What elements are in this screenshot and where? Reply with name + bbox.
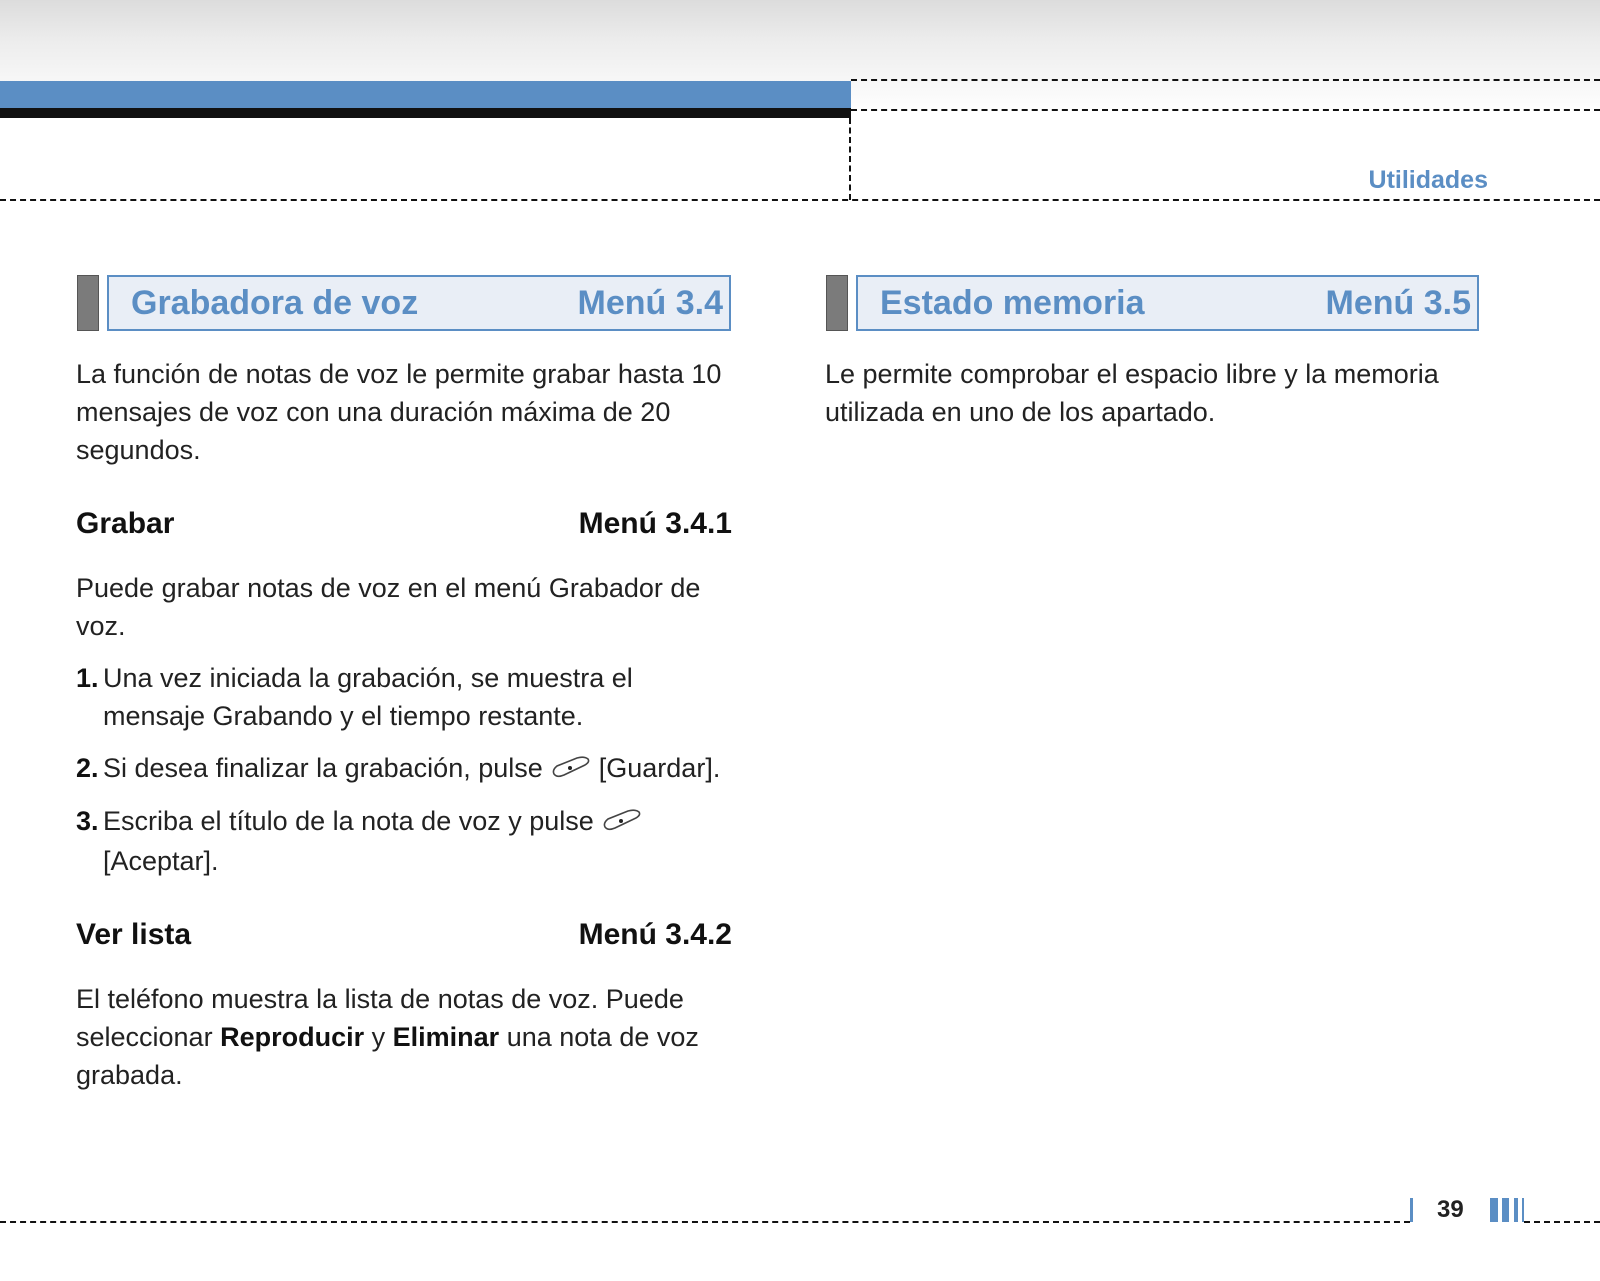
ver-line-2-post: una nota de voz — [506, 1022, 699, 1052]
title-frame — [856, 275, 1479, 331]
step-number: 2. — [76, 753, 99, 783]
title-stub — [826, 275, 848, 331]
page-number: 39 — [1437, 1196, 1464, 1223]
ver-line-2-y: y — [371, 1022, 386, 1052]
step-number: 3. — [76, 806, 99, 836]
step-3 — [76, 802, 756, 878]
footer-bar-3 — [1514, 1198, 1518, 1222]
intro-line-2: mensajes de voz con una duración máxima de 20 — [76, 397, 671, 427]
footer-bar-1 — [1490, 1198, 1498, 1222]
step-text — [103, 802, 650, 880]
step-1-line-2: mensaje Grabando y el tiempo restante. — [103, 701, 584, 731]
header-dash-divider — [0, 199, 1600, 201]
footer-dash-line-right — [1524, 1221, 1600, 1223]
step-text — [103, 749, 720, 789]
header-dash-vertical — [849, 118, 851, 200]
estado-line-1: Le permite comprobar el espacio libre y la memoria — [825, 359, 1439, 389]
left-softkey-icon — [602, 804, 642, 842]
grabar-heading: Grabar — [76, 507, 175, 540]
grabadora-title: Grabadora de voz — [131, 283, 419, 322]
grabadora-intro — [76, 355, 736, 469]
header-dash-line-1 — [851, 79, 1600, 81]
estado-menu: Menú 3.5 — [1325, 283, 1471, 322]
estado-title-box — [826, 275, 1479, 331]
reproducir-label: Reproducir — [220, 1022, 365, 1052]
estado-title: Estado memoria — [880, 283, 1145, 322]
step-2-after: [Guardar]. — [598, 753, 721, 783]
intro-line-3: segundos. — [76, 435, 201, 465]
estado-line-2: utilizada en uno de los apartado. — [825, 397, 1216, 427]
step-text — [103, 659, 633, 735]
ver-heading: Ver lista — [76, 918, 192, 951]
ver-paragraph — [76, 980, 756, 1094]
grabar-menu: Menú 3.4.1 — [578, 507, 732, 540]
step-1 — [76, 659, 736, 735]
step-3-line-2: [Aceptar]. — [103, 845, 219, 876]
grabar-line-2: voz. — [76, 611, 126, 641]
grabar-paragraph — [76, 569, 736, 645]
ver-line-1: El teléfono muestra la lista de notas de voz. Puede — [76, 984, 684, 1014]
header-black-bar — [0, 108, 851, 118]
ver-heading-row — [76, 918, 732, 952]
step-1-line-1: Una vez iniciada la grabación, se muestra el — [103, 663, 633, 693]
step-number: 1. — [76, 663, 99, 693]
footer-bar-4 — [1522, 1198, 1524, 1222]
grabadora-title-box — [77, 275, 731, 331]
title-stub — [77, 275, 99, 331]
ver-menu: Menú 3.4.2 — [578, 918, 732, 951]
section-label: Utilidades — [1368, 166, 1488, 194]
estado-paragraph — [825, 355, 1505, 431]
intro-line-1: La función de notas de voz le permite grabar hasta 10 — [76, 359, 722, 389]
grabar-line-1: Puede grabar notas de voz en el menú Grabador de — [76, 573, 701, 603]
left-softkey-icon — [551, 751, 591, 789]
ver-line-3: grabada. — [76, 1060, 183, 1090]
step-2-line-1: Si desea finalizar la grabación, pulse — [103, 753, 543, 783]
header-blue-bar — [0, 81, 851, 108]
step-2 — [76, 749, 756, 789]
grabar-heading-row — [76, 507, 732, 541]
ver-line-2 — [76, 1018, 756, 1056]
header-dash-line-2 — [851, 109, 1600, 111]
step-3-line-1: Escriba el título de la nota de voz y pulse — [103, 806, 594, 836]
footer-dash-line — [0, 1221, 1410, 1223]
grabadora-menu: Menú 3.4 — [577, 283, 723, 322]
ver-line-2-pre: seleccionar — [76, 1022, 213, 1052]
title-frame — [107, 275, 731, 331]
footer-tick — [1410, 1198, 1413, 1222]
footer-bar-2 — [1502, 1198, 1509, 1222]
eliminar-label: Eliminar — [392, 1022, 500, 1052]
